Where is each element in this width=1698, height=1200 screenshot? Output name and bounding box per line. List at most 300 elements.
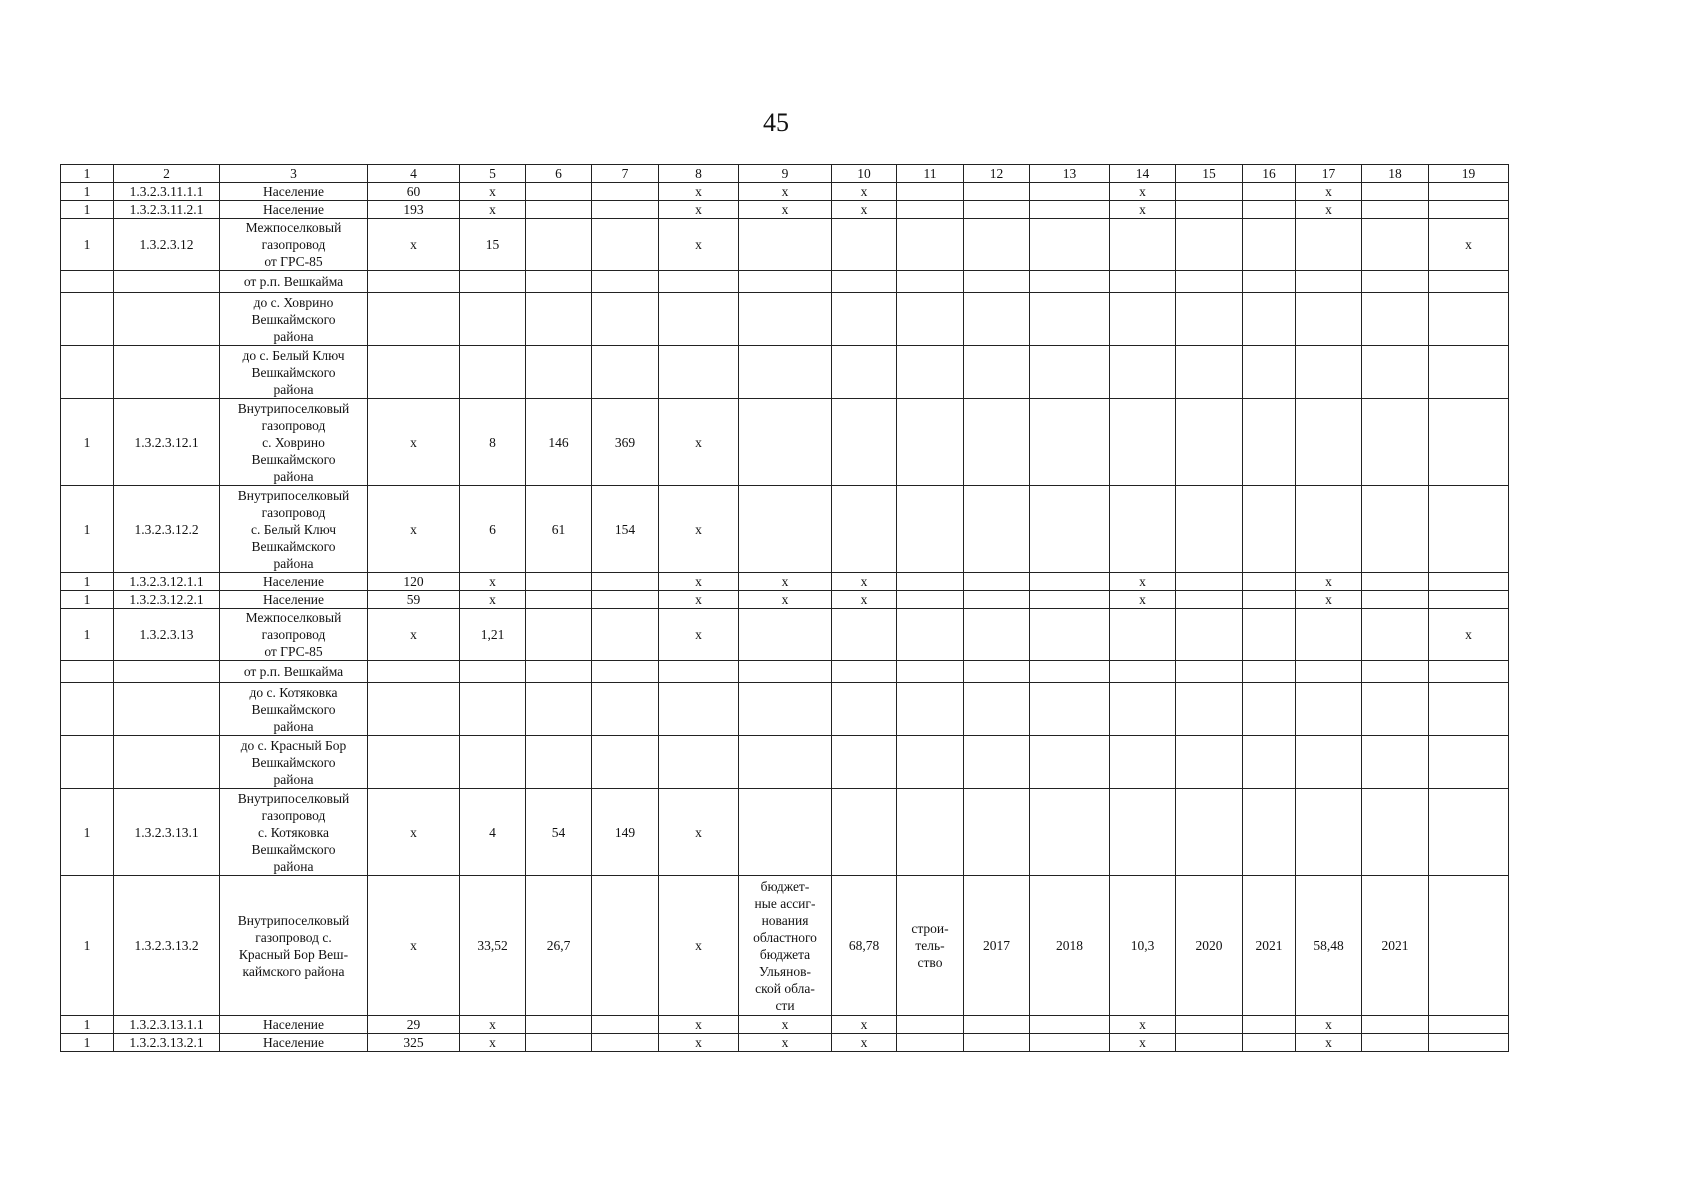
table-cell: х: [832, 201, 897, 219]
table-cell: [526, 293, 592, 346]
table-cell: [1176, 183, 1243, 201]
table-cell: 58,48: [1296, 876, 1362, 1016]
table-cell: 1: [61, 399, 114, 486]
table-cell: [592, 683, 659, 736]
column-number: 14: [1110, 165, 1176, 183]
table-row: [61, 789, 1509, 876]
column-number: 19: [1429, 165, 1509, 183]
table-cell: [897, 219, 964, 271]
table-cell: [1030, 789, 1110, 876]
table-cell: [832, 399, 897, 486]
table-cell: [897, 346, 964, 399]
table-cell: [1030, 609, 1110, 661]
table-cell: х: [368, 609, 460, 661]
table-row: [61, 876, 1509, 1016]
table-cell: 8: [460, 399, 526, 486]
table-cell: х: [659, 573, 739, 591]
table-cell: х: [832, 1016, 897, 1034]
table-cell: [1429, 183, 1509, 201]
column-number: 18: [1362, 165, 1429, 183]
table-cell: х: [739, 201, 832, 219]
table-cell: [1110, 486, 1176, 573]
table-cell: [592, 183, 659, 201]
table-cell: [1296, 399, 1362, 486]
table-cell: Население: [220, 591, 368, 609]
table-cell: [739, 346, 832, 399]
table-cell: [114, 661, 220, 683]
column-number-row: [61, 165, 1509, 183]
table-cell: [1176, 486, 1243, 573]
table-cell: [592, 271, 659, 293]
table-cell: [1176, 661, 1243, 683]
table-cell: [1110, 661, 1176, 683]
table-cell: [526, 1016, 592, 1034]
table-cell: [1362, 789, 1429, 876]
table-cell: [1429, 271, 1509, 293]
table-cell: [1110, 736, 1176, 789]
table-cell: [1429, 201, 1509, 219]
table-cell: х: [659, 1016, 739, 1034]
table-cell: х: [832, 591, 897, 609]
table-cell: [964, 1034, 1030, 1052]
table-cell: [1429, 486, 1509, 573]
table-cell: [897, 1016, 964, 1034]
table-cell: [1243, 1034, 1296, 1052]
table-cell: х: [368, 219, 460, 271]
table-cell: [659, 346, 739, 399]
table-cell: х: [739, 183, 832, 201]
table-cell: х: [460, 1034, 526, 1052]
table-cell: [1030, 346, 1110, 399]
table-cell: х: [659, 399, 739, 486]
table-cell: [526, 346, 592, 399]
table-cell: 6: [460, 486, 526, 573]
table-cell: [114, 683, 220, 736]
table-row: [61, 271, 1509, 293]
table-cell: 1: [61, 573, 114, 591]
table-cell: [739, 609, 832, 661]
table-cell: [897, 183, 964, 201]
table-cell: [739, 399, 832, 486]
table-row: [61, 591, 1509, 609]
table-row: [61, 399, 1509, 486]
table-cell: [897, 293, 964, 346]
table-cell: [1429, 293, 1509, 346]
table-cell: [832, 346, 897, 399]
table-cell: [1362, 661, 1429, 683]
table-row: [61, 219, 1509, 271]
table-cell: [526, 736, 592, 789]
table-cell: [1176, 201, 1243, 219]
table-cell: [1362, 1034, 1429, 1052]
table-cell: [964, 399, 1030, 486]
table-cell: [61, 271, 114, 293]
table-cell: [1429, 591, 1509, 609]
table-cell: [964, 573, 1030, 591]
column-number: 3: [220, 165, 368, 183]
table-cell: [1176, 219, 1243, 271]
table-cell: х: [1429, 609, 1509, 661]
table-cell: [526, 573, 592, 591]
table-cell: [1243, 219, 1296, 271]
table-cell: [1110, 346, 1176, 399]
column-number: 7: [592, 165, 659, 183]
table-cell: [964, 219, 1030, 271]
table-cell: [739, 683, 832, 736]
table-cell: [592, 293, 659, 346]
table-cell: [964, 591, 1030, 609]
table-cell: х: [460, 201, 526, 219]
table-cell: [1362, 486, 1429, 573]
table-cell: [526, 1034, 592, 1052]
table-cell: 1: [61, 591, 114, 609]
table-cell: [739, 271, 832, 293]
table-cell: от р.п. Вешкайма: [220, 661, 368, 683]
table-cell: [61, 736, 114, 789]
table-cell: 2018: [1030, 876, 1110, 1016]
table-cell: [659, 293, 739, 346]
table-cell: [964, 789, 1030, 876]
table-row: [61, 683, 1509, 736]
table-cell: 1.3.2.3.12.2.1: [114, 591, 220, 609]
table-cell: [1429, 573, 1509, 591]
page-number: 45: [763, 108, 789, 137]
table-cell: х: [1110, 591, 1176, 609]
table-cell: [832, 293, 897, 346]
table-cell: х: [1110, 573, 1176, 591]
column-number: 17: [1296, 165, 1362, 183]
table-cell: [1176, 736, 1243, 789]
table-cell: [1110, 399, 1176, 486]
table-row: [61, 1034, 1509, 1052]
table-cell: [1030, 736, 1110, 789]
table-cell: 29: [368, 1016, 460, 1034]
table-cell: 1.3.2.3.13: [114, 609, 220, 661]
column-number: 1: [61, 165, 114, 183]
table-cell: [61, 683, 114, 736]
table-cell: Межпоселковый газопровод от ГРС-85: [220, 609, 368, 661]
table-cell: бюджет- ные ассиг- нования областного бюджета Ульянов- ской обла- сти: [739, 876, 832, 1016]
table-cell: Население: [220, 183, 368, 201]
table-cell: [1030, 591, 1110, 609]
table-cell: [592, 609, 659, 661]
table-cell: 149: [592, 789, 659, 876]
table-cell: [1030, 1016, 1110, 1034]
table-cell: [1243, 591, 1296, 609]
table-cell: [964, 683, 1030, 736]
column-number: 12: [964, 165, 1030, 183]
table-cell: [1429, 399, 1509, 486]
table-cell: [1176, 683, 1243, 736]
column-number: 8: [659, 165, 739, 183]
table-cell: [739, 661, 832, 683]
table-cell: [832, 683, 897, 736]
table-cell: х: [659, 591, 739, 609]
table-cell: [1030, 219, 1110, 271]
table-cell: [1176, 399, 1243, 486]
table-cell: 4: [460, 789, 526, 876]
table-cell: 26,7: [526, 876, 592, 1016]
table-cell: [592, 219, 659, 271]
table-cell: [592, 1016, 659, 1034]
table-cell: 68,78: [832, 876, 897, 1016]
table-cell: [1030, 183, 1110, 201]
table-cell: 154: [592, 486, 659, 573]
table-cell: [460, 346, 526, 399]
table-row: [61, 661, 1509, 683]
table-cell: 1: [61, 183, 114, 201]
table-cell: [1429, 876, 1509, 1016]
table-cell: [368, 271, 460, 293]
table-cell: 1,21: [460, 609, 526, 661]
table-cell: [1362, 609, 1429, 661]
table-cell: [1429, 683, 1509, 736]
table-cell: [1243, 183, 1296, 201]
table-cell: 54: [526, 789, 592, 876]
table-cell: х: [1110, 183, 1176, 201]
table-cell: [1362, 1016, 1429, 1034]
table-cell: 1.3.2.3.13.2.1: [114, 1034, 220, 1052]
table-cell: х: [659, 876, 739, 1016]
table-cell: х: [659, 201, 739, 219]
table-cell: от р.п. Вешкайма: [220, 271, 368, 293]
column-number: 16: [1243, 165, 1296, 183]
table-cell: [1362, 183, 1429, 201]
table-cell: [1243, 293, 1296, 346]
table-cell: [832, 661, 897, 683]
table-cell: х: [739, 1034, 832, 1052]
table-cell: х: [1296, 573, 1362, 591]
table-cell: [1030, 201, 1110, 219]
table-row: [61, 736, 1509, 789]
table-cell: [739, 486, 832, 573]
table-cell: х: [460, 1016, 526, 1034]
table-cell: [1243, 789, 1296, 876]
table-cell: [592, 661, 659, 683]
table-cell: [592, 591, 659, 609]
table-cell: 1: [61, 876, 114, 1016]
table-cell: [1362, 573, 1429, 591]
table-cell: строи- тель- ство: [897, 876, 964, 1016]
table-cell: [659, 736, 739, 789]
table-row: [61, 486, 1509, 573]
table-cell: [964, 271, 1030, 293]
table-cell: 1.3.2.3.12.1: [114, 399, 220, 486]
table-cell: х: [1429, 219, 1509, 271]
table-cell: [897, 573, 964, 591]
table-cell: х: [1110, 1016, 1176, 1034]
table-cell: [1110, 609, 1176, 661]
table-cell: х: [659, 1034, 739, 1052]
table-cell: Население: [220, 573, 368, 591]
table-cell: 61: [526, 486, 592, 573]
table-cell: [1296, 609, 1362, 661]
table-cell: [114, 736, 220, 789]
table-cell: [368, 346, 460, 399]
table-cell: х: [368, 789, 460, 876]
table-cell: [832, 219, 897, 271]
table-cell: [897, 661, 964, 683]
table-row: [61, 346, 1509, 399]
table-cell: 1: [61, 201, 114, 219]
table-cell: [526, 661, 592, 683]
table-cell: 1: [61, 219, 114, 271]
table-cell: х: [460, 183, 526, 201]
table-cell: х: [460, 573, 526, 591]
table-cell: [1110, 683, 1176, 736]
data-table: [60, 164, 1509, 1052]
column-number: 11: [897, 165, 964, 183]
table-cell: [592, 1034, 659, 1052]
table-cell: [897, 591, 964, 609]
table-cell: [1243, 201, 1296, 219]
table-cell: [592, 573, 659, 591]
table-cell: [739, 293, 832, 346]
table-cell: [592, 876, 659, 1016]
table-cell: [592, 736, 659, 789]
table-cell: [114, 271, 220, 293]
column-number: 9: [739, 165, 832, 183]
table-cell: 146: [526, 399, 592, 486]
table-cell: до с. Красный Бор Вешкаймского района: [220, 736, 368, 789]
table-cell: [1362, 736, 1429, 789]
table-cell: [1243, 1016, 1296, 1034]
table-cell: 369: [592, 399, 659, 486]
table-cell: [1030, 683, 1110, 736]
table-cell: [1362, 293, 1429, 346]
table-cell: [114, 293, 220, 346]
table-cell: 1.3.2.3.12: [114, 219, 220, 271]
table-cell: [1176, 293, 1243, 346]
table-cell: [1296, 683, 1362, 736]
table-cell: 60: [368, 183, 460, 201]
table-cell: 325: [368, 1034, 460, 1052]
table-cell: [1176, 789, 1243, 876]
table-cell: [897, 271, 964, 293]
table-cell: 1.3.2.3.13.1: [114, 789, 220, 876]
table-cell: Внутрипоселковый газопровод с. Красный Бор Веш- каймского района: [220, 876, 368, 1016]
table-cell: х: [659, 789, 739, 876]
table-cell: [1110, 219, 1176, 271]
table-cell: [114, 346, 220, 399]
table-cell: 2021: [1243, 876, 1296, 1016]
table-cell: 1: [61, 609, 114, 661]
table-cell: [964, 346, 1030, 399]
table-cell: Население: [220, 201, 368, 219]
table-cell: [592, 346, 659, 399]
table-cell: [526, 219, 592, 271]
table-cell: [832, 789, 897, 876]
table-cell: [964, 661, 1030, 683]
table-cell: [1362, 271, 1429, 293]
table-cell: 15: [460, 219, 526, 271]
table-cell: 120: [368, 573, 460, 591]
table-cell: 1.3.2.3.13.2: [114, 876, 220, 1016]
table-cell: [1030, 573, 1110, 591]
table-cell: [1296, 789, 1362, 876]
table-cell: [1296, 486, 1362, 573]
table-cell: х: [368, 876, 460, 1016]
table-cell: [1110, 293, 1176, 346]
table-cell: [897, 399, 964, 486]
table-cell: [460, 683, 526, 736]
table-cell: [1429, 1016, 1509, 1034]
table-cell: [61, 661, 114, 683]
table-cell: [460, 271, 526, 293]
table-cell: [526, 183, 592, 201]
table-cell: до с. Котяковка Вешкаймского района: [220, 683, 368, 736]
table-cell: [368, 736, 460, 789]
table-cell: [1110, 271, 1176, 293]
table-cell: [460, 293, 526, 346]
table-cell: [1429, 661, 1509, 683]
table-cell: [460, 736, 526, 789]
table-cell: [368, 293, 460, 346]
table-cell: [61, 293, 114, 346]
table-cell: [1296, 736, 1362, 789]
table-cell: [1030, 486, 1110, 573]
table-cell: [964, 1016, 1030, 1034]
table-cell: [1243, 661, 1296, 683]
table-cell: х: [659, 219, 739, 271]
table-cell: [897, 1034, 964, 1052]
table-cell: 2017: [964, 876, 1030, 1016]
table-cell: до с. Белый Ключ Вешкаймского района: [220, 346, 368, 399]
table-cell: х: [1296, 1034, 1362, 1052]
table-cell: [964, 736, 1030, 789]
table-cell: [1243, 399, 1296, 486]
column-number: 10: [832, 165, 897, 183]
table-cell: [526, 683, 592, 736]
table-row: [61, 201, 1509, 219]
table-cell: [1296, 219, 1362, 271]
table-cell: х: [1296, 201, 1362, 219]
column-number: 15: [1176, 165, 1243, 183]
table-row: [61, 609, 1509, 661]
table-cell: х: [1296, 183, 1362, 201]
table-cell: до с. Ховрино Вешкаймского района: [220, 293, 368, 346]
table-cell: [739, 219, 832, 271]
table-cell: [1243, 271, 1296, 293]
table-cell: [739, 736, 832, 789]
table-cell: [1362, 346, 1429, 399]
table-cell: х: [832, 573, 897, 591]
column-number: 6: [526, 165, 592, 183]
table-cell: [1429, 789, 1509, 876]
table-cell: [526, 591, 592, 609]
table-cell: [1110, 789, 1176, 876]
table-cell: [1176, 1016, 1243, 1034]
table-cell: х: [368, 399, 460, 486]
table-cell: [897, 609, 964, 661]
table-cell: 2021: [1362, 876, 1429, 1016]
table-row: [61, 1016, 1509, 1034]
table-cell: [1176, 609, 1243, 661]
table-cell: х: [1296, 1016, 1362, 1034]
table-cell: [897, 789, 964, 876]
table-cell: [659, 661, 739, 683]
table-cell: 1: [61, 486, 114, 573]
table-cell: 1.3.2.3.12.1.1: [114, 573, 220, 591]
table-cell: х: [659, 609, 739, 661]
table-cell: Внутрипоселковый газопровод с. Ховрино Вешкаймского района: [220, 399, 368, 486]
table-cell: [1296, 346, 1362, 399]
table-cell: х: [460, 591, 526, 609]
table-cell: х: [659, 183, 739, 201]
table-cell: [964, 293, 1030, 346]
table-cell: Межпоселковый газопровод от ГРС-85: [220, 219, 368, 271]
table-cell: [1429, 346, 1509, 399]
